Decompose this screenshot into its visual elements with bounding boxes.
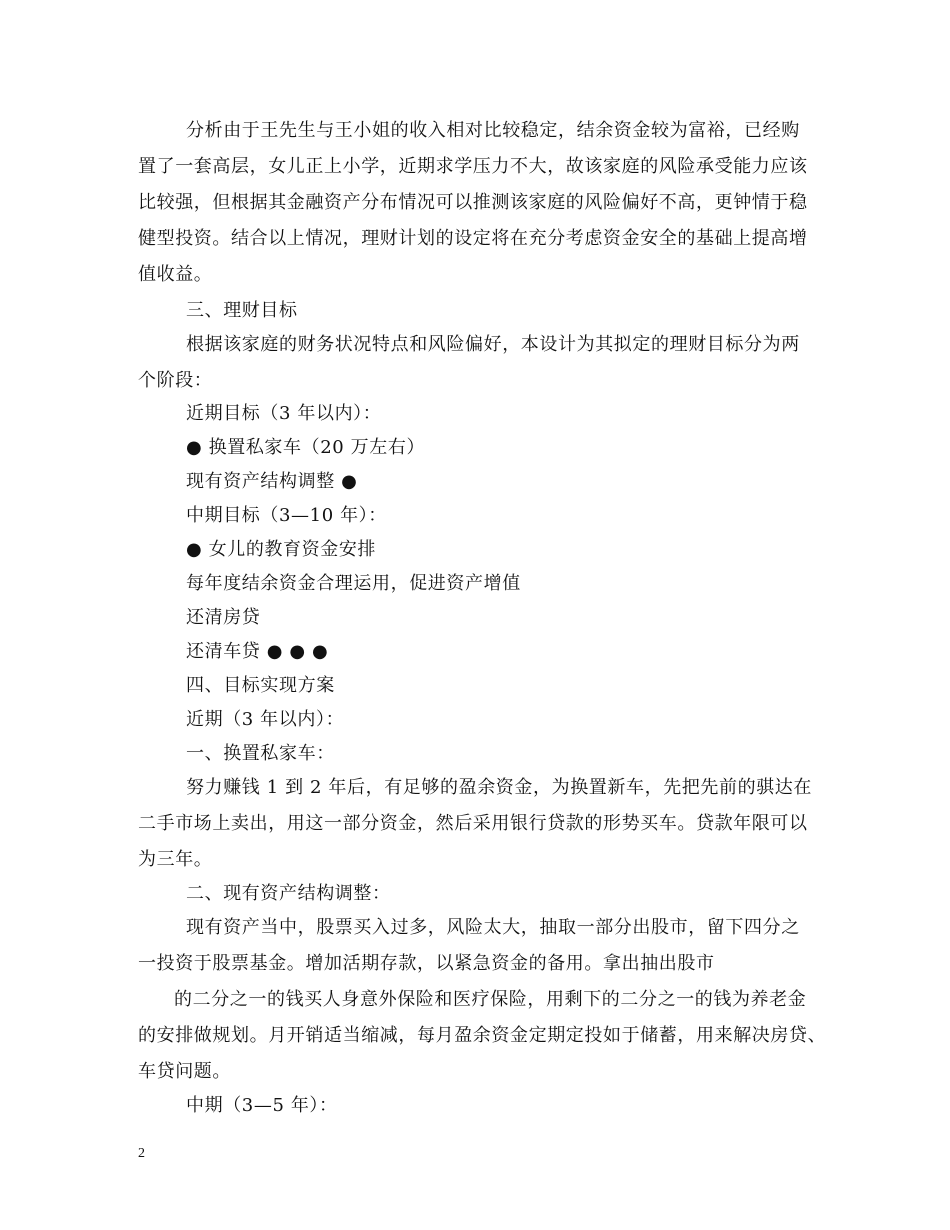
- paragraph-line: 置了一套高层，女儿正上小学，近期求学压力不大，故该家庭的风险承受能力应该: [138, 156, 808, 177]
- page-number: 2: [138, 1146, 145, 1161]
- bullet-item: 还清车贷 ● ● ●: [186, 641, 329, 662]
- subheading: 近期目标（3 年以内）：: [186, 403, 382, 424]
- paragraph-line: 车贷问题。: [138, 1061, 231, 1082]
- bullet-item: 每年度结余资金合理运用，促进资产增值: [186, 573, 521, 594]
- subheading: 中期目标（3—10 年）：: [186, 505, 387, 526]
- paragraph-line: 二手市场上卖出，用这一部分资金，然后采用银行贷款的形势买车。贷款年限可以: [138, 813, 808, 834]
- subheading: 中期（3—5 年）：: [186, 1095, 338, 1116]
- bullet-item: 现有资产结构调整 ●: [186, 471, 358, 492]
- paragraph-line: 一投资于股票基金。增加活期存款，以紧急资金的备用。拿出抽出股市: [138, 953, 715, 974]
- paragraph-line: 为三年。: [138, 849, 213, 870]
- paragraph-line: 值收益。: [138, 264, 213, 285]
- paragraph-line: 现有资产当中，股票买入过多，风险太大，抽取一部分出股市，留下四分之: [186, 917, 800, 938]
- paragraph-line: 分析由于王先生与王小姐的收入相对比较稳定，结余资金较为富裕，已经购: [186, 120, 800, 141]
- paragraph-line: 的二分之一的钱买人身意外保险和医疗保险，用剩下的二分之一的钱为养老金: [174, 989, 807, 1010]
- bullet-item: 还清房贷: [186, 607, 261, 628]
- section-heading: 四、目标实现方案: [186, 675, 335, 696]
- section-heading: 三、理财目标: [186, 300, 298, 321]
- paragraph-line: 健型投资。结合以上情况，理财计划的设定将在充分考虑资金安全的基础上提高增: [138, 228, 808, 249]
- subheading: 二、现有资产结构调整：: [186, 883, 391, 904]
- paragraph-line: 个阶段：: [138, 370, 213, 391]
- subheading: 近期（3 年以内）：: [186, 709, 345, 730]
- bullet-item: ● 换置私家车（20 万左右）: [186, 437, 426, 458]
- paragraph-line: 的安排做规划。月开销适当缩减，每月盈余资金定期定投如于储蓄，用来解决房贷、: [138, 1025, 827, 1046]
- paragraph-line: 比较强，但根据其金融资产分布情况可以推测该家庭的风险偏好不高，更钟情于稳: [138, 192, 808, 213]
- subheading: 一、换置私家车：: [186, 743, 335, 764]
- bullet-item: ● 女儿的教育资金安排: [186, 539, 377, 560]
- paragraph-line: 努力赚钱 1 到 2 年后，有足够的盈余资金，为换置新车，先把先前的骐达在: [186, 777, 812, 798]
- paragraph-line: 根据该家庭的财务状况特点和风险偏好，本设计为其拟定的理财目标分为两: [186, 334, 800, 355]
